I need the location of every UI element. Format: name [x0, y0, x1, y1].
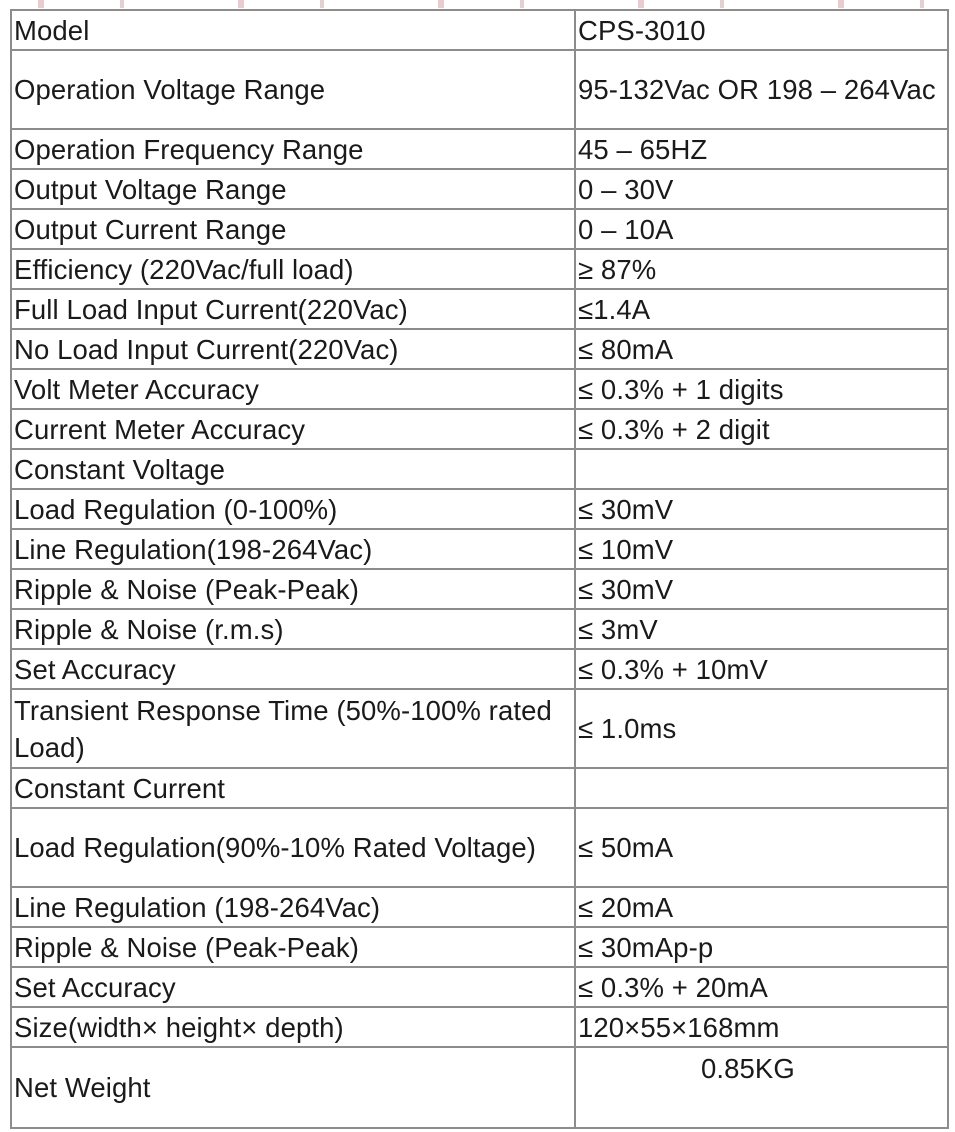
value-cell: ≤ 3mV	[575, 609, 948, 649]
value-cell: 0 – 30V	[575, 169, 948, 209]
table-row	[11, 927, 948, 967]
param-cell: Full Load Input Current(220Vac)	[11, 289, 575, 329]
table-row	[11, 1007, 948, 1047]
param-cell: Ripple & Noise (r.m.s)	[11, 609, 575, 649]
param-cell: Output Current Range	[11, 209, 575, 249]
value-cell: ≤1.4A	[575, 289, 948, 329]
param-cell: Output Voltage Range	[11, 169, 575, 209]
value-cell: 120×55×168mm	[575, 1007, 948, 1047]
param-cell: Volt Meter Accuracy	[11, 369, 575, 409]
table-row	[11, 289, 948, 329]
table-row	[11, 10, 948, 50]
value-cell: ≤ 0.3% + 20mA	[575, 967, 948, 1007]
param-cell: Size(width× height× depth)	[11, 1007, 575, 1047]
table-row	[11, 967, 948, 1007]
param-cell: Set Accuracy	[11, 967, 575, 1007]
specification-table	[10, 9, 949, 1129]
table-row	[11, 489, 948, 529]
section-header-constant-current: Constant Current	[11, 768, 575, 808]
param-cell: Net Weight	[11, 1047, 575, 1128]
table-row	[11, 249, 948, 289]
value-cell: 0.85KG	[575, 1047, 948, 1128]
value-cell: ≤ 0.3% + 1 digits	[575, 369, 948, 409]
table-row	[11, 209, 948, 249]
param-cell: Ripple & Noise (Peak-Peak)	[11, 927, 575, 967]
value-cell: ≤ 0.3% + 2 digit	[575, 409, 948, 449]
param-cell: Operation Frequency Range	[11, 129, 575, 169]
section-header-row	[11, 768, 948, 808]
param-cell: No Load Input Current(220Vac)	[11, 329, 575, 369]
param-cell: Efficiency (220Vac/full load)	[11, 249, 575, 289]
table-row	[11, 529, 948, 569]
value-cell: ≤ 80mA	[575, 329, 948, 369]
value-cell	[575, 449, 948, 489]
value-cell: ≤ 30mV	[575, 569, 948, 609]
table-row	[11, 649, 948, 689]
param-cell: Current Meter Accuracy	[11, 409, 575, 449]
value-cell: 45 – 65HZ	[575, 129, 948, 169]
table-row	[11, 887, 948, 927]
value-cell: 0 – 10A	[575, 209, 948, 249]
value-cell: ≤ 30mAp-p	[575, 927, 948, 967]
value-cell: ≤ 30mV	[575, 489, 948, 529]
value-cell: CPS-3010	[575, 10, 948, 50]
value-cell: ≤ 0.3% + 10mV	[575, 649, 948, 689]
param-cell: Line Regulation (198-264Vac)	[11, 887, 575, 927]
param-cell: Set Accuracy	[11, 649, 575, 689]
value-cell	[575, 768, 948, 808]
value-cell: ≤ 20mA	[575, 887, 948, 927]
cropped-top-edge	[0, 0, 955, 8]
table-row	[11, 689, 948, 768]
value-cell: 95-132Vac OR 198 – 264Vac	[575, 50, 948, 129]
param-cell: Load Regulation(90%-10% Rated Voltage)	[11, 808, 575, 887]
param-cell: Model	[11, 10, 575, 50]
param-cell: Line Regulation(198-264Vac)	[11, 529, 575, 569]
table-row	[11, 569, 948, 609]
table-row	[11, 50, 948, 129]
value-cell: ≤ 1.0ms	[575, 689, 948, 768]
table-row	[11, 609, 948, 649]
table-row	[11, 369, 948, 409]
section-header-constant-voltage: Constant Voltage	[11, 449, 575, 489]
table-row	[11, 329, 948, 369]
table-row	[11, 169, 948, 209]
table-row	[11, 409, 948, 449]
table-row	[11, 808, 948, 887]
param-cell: Transient Response Time (50%-100% rated Load)	[11, 689, 575, 768]
section-header-row	[11, 449, 948, 489]
param-cell: Operation Voltage Range	[11, 50, 575, 129]
param-cell: Ripple & Noise (Peak-Peak)	[11, 569, 575, 609]
table-row	[11, 1047, 948, 1128]
param-cell: Load Regulation (0-100%)	[11, 489, 575, 529]
table-row	[11, 129, 948, 169]
value-cell: ≥ 87%	[575, 249, 948, 289]
value-cell: ≤ 10mV	[575, 529, 948, 569]
value-cell: ≤ 50mA	[575, 808, 948, 887]
